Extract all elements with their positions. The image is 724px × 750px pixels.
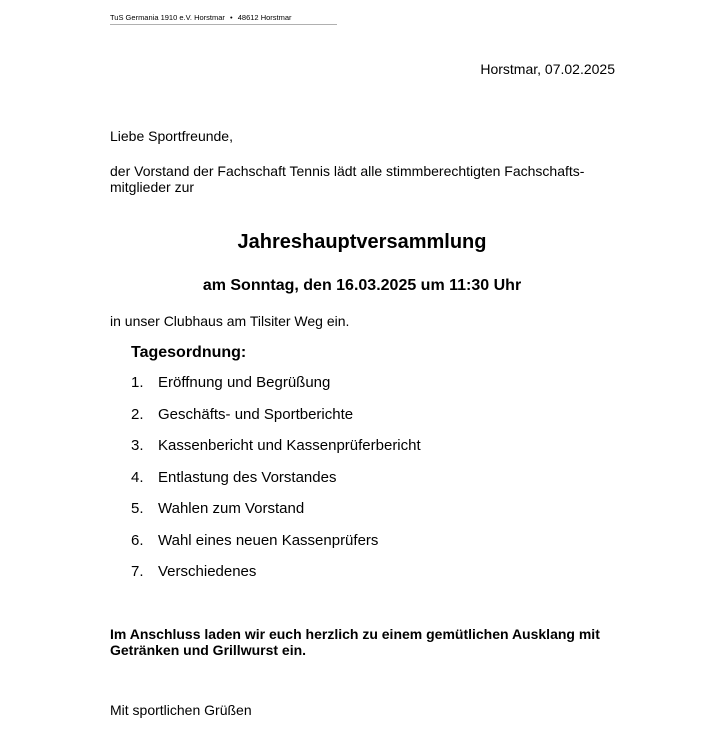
agenda-item-number: 7. <box>131 563 144 580</box>
sender-address-line <box>110 13 337 25</box>
agenda-item-label: Geschäfts- und Sportberichte <box>158 405 354 423</box>
agenda-item-number: 6. <box>131 531 144 549</box>
sender-separator: • <box>230 13 233 22</box>
agenda-item-label: Eröffnung und Begrüßung <box>158 374 331 391</box>
meeting-title: Jahreshauptversammlung <box>237 231 487 253</box>
sender-club-name: TuS Germania 1910 e.V. Horstmar <box>110 13 225 22</box>
agenda-item-number: 3. <box>131 437 144 454</box>
agenda-item-number: 2. <box>131 405 144 423</box>
salutation: Liebe Sportfreunde, <box>110 128 233 144</box>
agenda-item <box>131 406 421 438</box>
letter-date: Horstmar, 07.02.2025 <box>480 61 615 77</box>
agenda-list <box>131 374 421 595</box>
agenda-item-number: 1. <box>131 374 144 391</box>
agenda-heading: Tagesordnung: <box>131 344 247 361</box>
agenda-item-label: Verschiedenes <box>158 563 257 580</box>
agenda-item <box>131 500 421 532</box>
agenda-item <box>131 437 421 469</box>
agenda-item <box>131 563 421 595</box>
agenda-item-number: 4. <box>131 468 144 486</box>
agenda-item <box>131 532 421 564</box>
closing-paragraph: Im Anschluss laden wir euch herzlich zu einem gemütlichen Ausklang mit Getränken und Grillwurst ein. <box>110 626 600 658</box>
agenda-item-label: Wahlen zum Vorstand <box>158 500 305 517</box>
greeting: Mit sportlichen Grüßen <box>110 702 252 718</box>
meeting-date: am Sonntag, den 16.03.2025 um 11:30 Uhr <box>202 277 522 294</box>
sender-postal-city: 48612 Horstmar <box>237 13 292 22</box>
agenda-item-label: Kassenbericht und Kassenprüferbericht <box>158 437 421 454</box>
agenda-item-label: Entlastung des Vorstandes <box>158 468 337 486</box>
agenda-item-label: Wahl eines neuen Kassenprüfers <box>158 531 379 549</box>
agenda-item <box>131 374 421 406</box>
agenda-item-number: 5. <box>131 500 144 517</box>
meeting-location: in unser Clubhaus am Tilsiter Weg ein. <box>110 313 350 329</box>
agenda-item <box>131 469 421 501</box>
intro-paragraph: der Vorstand der Fachschaft Tennis lädt alle stimmberechtigten Fachschafts-mitglieder zur <box>110 163 585 195</box>
